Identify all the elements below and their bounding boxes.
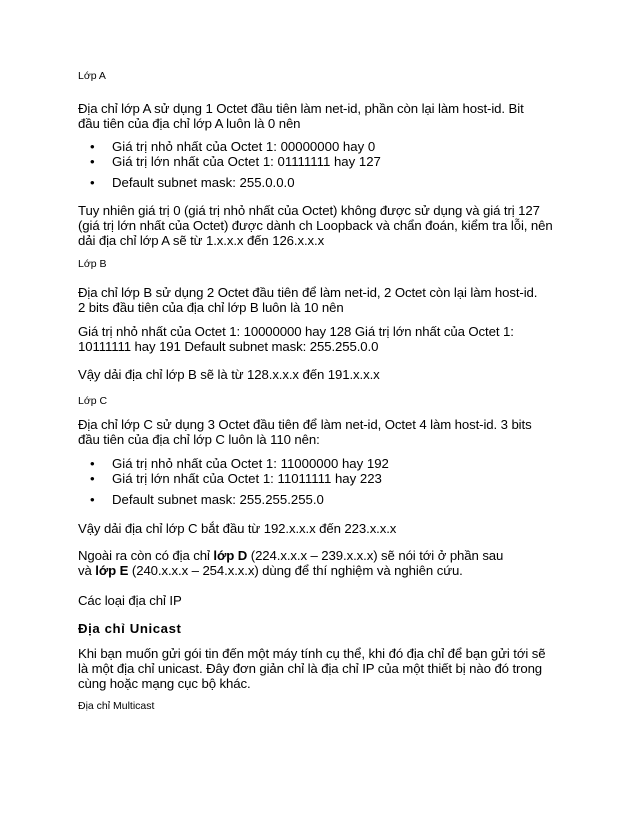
class-a-intro bbox=[78, 101, 568, 131]
class-b-intro-line-1: Địa chỉ lớp B sử dụng 2 Octet đầu tiên để làm net-id, 2 Octet còn lại làm host-id. bbox=[78, 285, 538, 300]
bullet-icon: • bbox=[90, 492, 95, 507]
list-item: • Giá trị lớn nhất của Octet 1: 01111111 hay 127 bbox=[90, 154, 381, 169]
class-a-intro-line-2: đầu tiên của địa chỉ lớp A luôn là 0 nên bbox=[78, 116, 301, 131]
class-a-note-line-1: Tuy nhiên giá trị 0 (giá trị nhỏ nhất của Octet) không được sử dụng và giá trị 127 bbox=[78, 203, 540, 218]
class-b-values bbox=[78, 324, 568, 354]
class-b-intro bbox=[78, 285, 568, 315]
bullet-icon: • bbox=[90, 471, 95, 486]
heading-class-b: Lớp B bbox=[78, 258, 107, 270]
heading-class-a: Lớp A bbox=[78, 70, 106, 82]
class-b-intro-line-2: 2 bits đầu tiên của địa chỉ lớp B luôn là 10 nên bbox=[78, 300, 344, 315]
heading-ip-types: Các loại địa chỉ IP bbox=[78, 593, 182, 608]
list-item: • Giá trị lớn nhất của Octet 1: 11011111 hay 223 bbox=[90, 471, 382, 486]
class-a-note-line-2: (giá trị lớn nhất của Octet) được dành ch Loopback và chẩn đoán, kiểm tra lỗi, nên bbox=[78, 218, 553, 233]
heading-class-c: Lớp C bbox=[78, 395, 108, 407]
class-b-values-line-1: Giá trị nhỏ nhất của Octet 1: 10000000 hay 128 Giá trị lớn nhất của Octet 1: bbox=[78, 324, 514, 339]
unicast-paragraph bbox=[78, 646, 568, 691]
unicast-line-3: cùng hoặc mạng cục bộ khác. bbox=[78, 676, 251, 691]
class-e-label: lớp E bbox=[95, 563, 129, 578]
class-a-note-line-3: dải địa chỉ lớp A sẽ từ 1.x.x.x đến 126.x.x.x bbox=[78, 233, 325, 248]
bullet-icon: • bbox=[90, 139, 95, 154]
list-item: • Giá trị nhỏ nhất của Octet 1: 00000000 hay 0 bbox=[90, 139, 376, 154]
bullet-icon: • bbox=[90, 175, 95, 190]
list-item: • Default subnet mask: 255.0.0.0 bbox=[90, 175, 295, 190]
heading-unicast: Địa chỉ Unicast bbox=[78, 621, 182, 636]
class-c-bullets-2 bbox=[88, 492, 324, 507]
class-b-values-line-2: 10111111 hay 191 Default subnet mask: 255.255.0.0 bbox=[78, 339, 379, 354]
class-a-intro-line-1: Địa chỉ lớp A sử dụng 1 Octet đầu tiên làm net-id, phần còn lại làm host-id. Bit bbox=[78, 101, 524, 116]
class-a-note bbox=[78, 203, 568, 248]
class-d-label: lớp D bbox=[213, 548, 248, 563]
bullet-icon: • bbox=[90, 154, 95, 169]
heading-multicast: Địa chỉ Multicast bbox=[78, 700, 155, 712]
class-a-bullets bbox=[88, 139, 381, 169]
class-c-intro bbox=[78, 417, 568, 447]
list-item: • Giá trị nhỏ nhất của Octet 1: 11000000 hay 192 bbox=[90, 456, 389, 471]
class-c-intro-line-1: Địa chỉ lớp C sử dụng 3 Octet đầu tiên để làm net-id, Octet 4 làm host-id. 3 bits bbox=[78, 417, 532, 432]
class-de-paragraph: Ngoài ra còn có địa chỉ lớp D (224.x.x.x – 239.x.x.x) sẽ nói tới ở phần sau và lớp E (240.x.x.x – 254.x.x.x) dùng để thí nghiệm và nghiên cứu. bbox=[78, 548, 504, 578]
unicast-line-1: Khi bạn muốn gửi gói tin đến một máy tính cụ thể, khi đó địa chỉ để bạn gửi tới sẽ bbox=[78, 646, 546, 661]
class-c-bullets bbox=[88, 456, 389, 486]
class-b-range: Vậy dải địa chỉ lớp B sẽ là từ 128.x.x.x đến 191.x.x.x bbox=[78, 367, 380, 382]
class-c-range: Vậy dải địa chỉ lớp C bắt đầu từ 192.x.x.x đến 223.x.x.x bbox=[78, 521, 397, 536]
unicast-line-2: là một địa chỉ unicast. Đây đơn giản chỉ là địa chỉ IP của một thiết bị nào đó trong bbox=[78, 661, 543, 676]
list-item: • Default subnet mask: 255.255.255.0 bbox=[90, 492, 324, 507]
class-c-intro-line-2: đầu tiên của địa chỉ lớp C luôn là 110 nên: bbox=[78, 432, 320, 447]
class-a-bullets-2 bbox=[88, 175, 295, 190]
bullet-icon: • bbox=[90, 456, 95, 471]
